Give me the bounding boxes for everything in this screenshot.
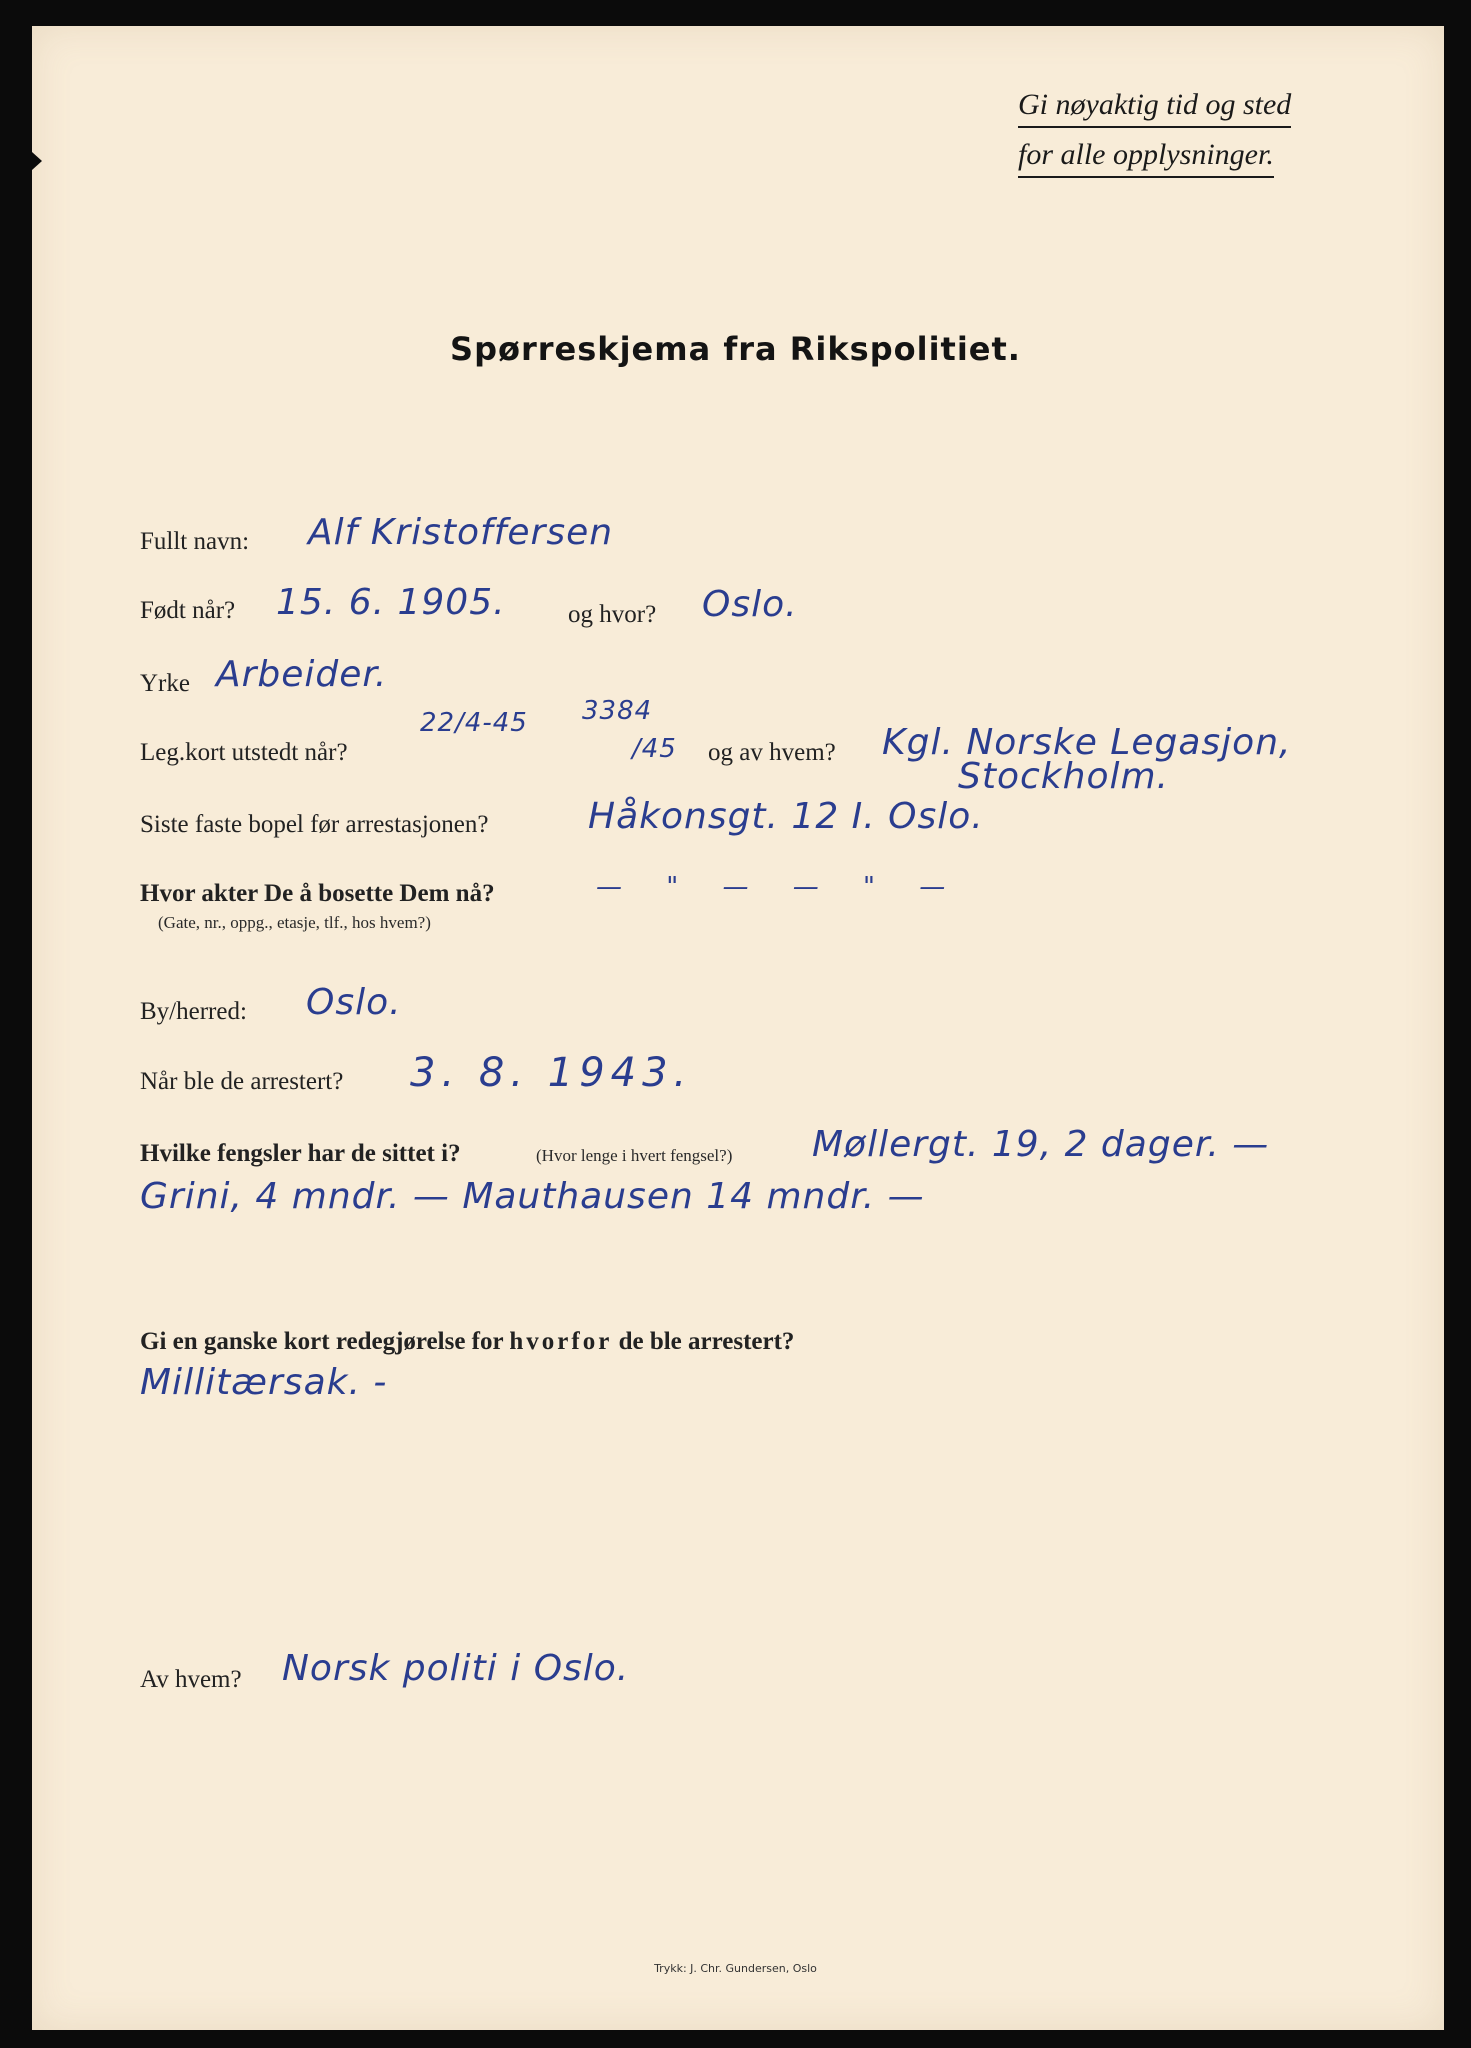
reason-label-pre: Gi en ganske kort redegjørelse for [140, 1328, 504, 1355]
form-sheet [32, 26, 1444, 2030]
prisons-value-line2: Grini, 4 mndr. — Mauthausen 14 mndr. — [140, 1176, 925, 1217]
birth-date-label: Født når? [140, 597, 236, 624]
reason-value: Millitærsak. - [140, 1362, 388, 1403]
prisons-hint: (Hvor lenge i hvert fengsel?) [536, 1146, 733, 1165]
birth-place-value: Oslo. [702, 584, 798, 625]
occupation-label: Yrke [140, 670, 190, 697]
occupation-value: Arbeider. [216, 654, 388, 695]
printer-imprint: Trykk: J. Chr. Gundersen, Oslo [654, 1962, 817, 1975]
new-residence-hint: (Gate, nr., oppg., etasje, tlf., hos hvem?) [158, 913, 431, 932]
last-address-label: Siste faste bopel før arrestasjonen? [140, 811, 489, 838]
birth-date-value: 15. 6. 1905. [276, 582, 506, 623]
arrest-date-value: 3. 8. 1943. [410, 1050, 693, 1096]
id-card-number-bottom: /45 [632, 734, 677, 764]
new-residence-value: — " — — " — [596, 872, 964, 902]
birth-place-label: og hvor? [568, 601, 657, 628]
form-title: Spørreskjema fra Rikspolitiet. [450, 330, 1021, 368]
arrested-by-value: Norsk politi i Oslo. [282, 1648, 630, 1689]
id-card-issuer-line2: Stockholm. [958, 756, 1169, 797]
full-name-label: Fullt navn: [140, 528, 250, 555]
last-address-value: Håkonsgt. 12 I. Oslo. [588, 796, 984, 837]
new-residence-label: Hvor akter De å bosette Dem nå? [140, 880, 495, 907]
id-card-issuer-label: og av hvem? [708, 739, 836, 766]
arrested-by-label: Av hvem? [140, 1666, 242, 1693]
prisons-label: Hvilke fengsler har de sittet i? [140, 1140, 461, 1167]
header-note-line2: for alle opplysninger. [1018, 138, 1274, 178]
municipality-label: By/herred: [140, 998, 247, 1025]
id-card-number-top: 3384 [582, 696, 653, 726]
reason-label-emph: hvorfor [509, 1328, 613, 1355]
arrest-date-label: Når ble de arrestert? [140, 1068, 344, 1095]
reason-label [140, 1328, 794, 1356]
municipality-value: Oslo. [306, 982, 402, 1023]
id-card-issuer-line1: Kgl. Norske Legasjon, [882, 722, 1292, 763]
id-card-date: 22/4-45 [420, 708, 528, 738]
id-card-label: Leg.kort utstedt når? [140, 739, 348, 766]
header-note-line1: Gi nøyaktig tid og sted [1018, 88, 1291, 128]
full-name-value: Alf Kristoffersen [308, 512, 614, 553]
punch-notch [32, 152, 42, 170]
reason-label-post: de ble arrestert? [618, 1328, 795, 1355]
prisons-value-line1: Møllergt. 19, 2 dager. — [812, 1124, 1270, 1165]
